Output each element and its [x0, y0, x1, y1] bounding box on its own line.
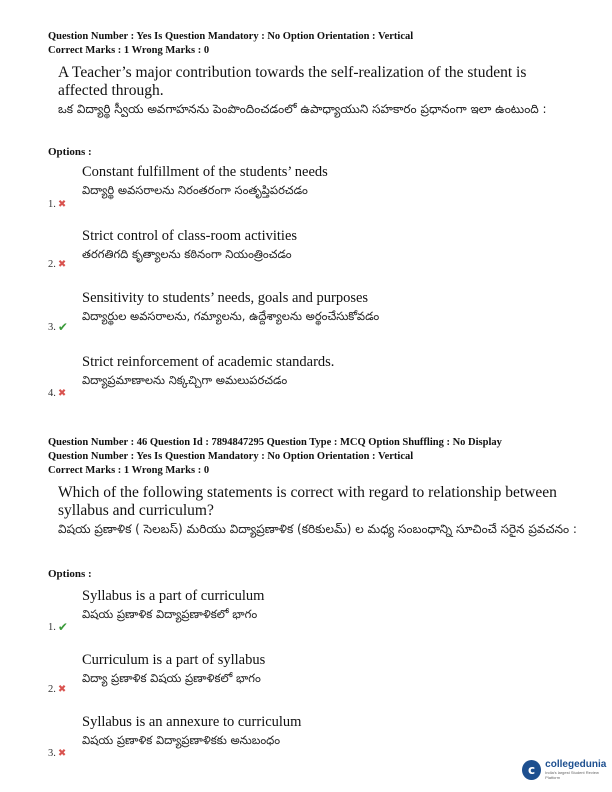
q1-option-3-english: Sensitivity to students’ needs, goals and purposes	[82, 290, 369, 306]
q1-option-4-marker	[48, 388, 66, 399]
cross-icon: ✖	[57, 199, 67, 210]
option-number: 2.	[48, 684, 56, 695]
option-number: 1.	[48, 199, 56, 210]
q1-option-3-telugu: విద్యార్థుల అవసరాలను, గమ్యాలను, ఉద్దేశ్యాలను అర్థంచేసుకోవడం	[82, 309, 380, 323]
q2-option-2-english: Curriculum is a part of syllabus	[82, 652, 266, 668]
option-number: 3.	[48, 321, 56, 333]
check-icon: ✔	[57, 620, 68, 634]
q1-options-label: Options :	[48, 146, 92, 158]
cross-icon: ✖	[57, 748, 67, 759]
q2-option-3-telugu: విషయ ప్రణాళిక విద్యాప్రణాళికకు అనుబంధం	[82, 733, 281, 747]
logo-tagline: India's largest Student Review Platform	[545, 770, 599, 780]
q2-option-1-marker	[48, 620, 68, 634]
q1-option-2-telugu: తరగతిగది కృత్యాలను కఠినంగా నియంత్రించడం	[82, 247, 292, 261]
q2-question-english: Which of the following statements is correct with regard to relationship between syllabus and curriculum?	[58, 484, 557, 519]
q2-option-1-english: Syllabus is a part of curriculum	[82, 588, 265, 604]
q2-option-3-marker	[48, 748, 66, 759]
q1-option-2-marker	[48, 259, 66, 270]
q2-meta-line-2: Correct Marks : 1 Wrong Marks : 0	[48, 465, 210, 476]
q2-option-3-english: Syllabus is an annexure to curriculum	[82, 714, 302, 730]
q1-option-1-marker	[48, 199, 66, 210]
logo-name: collegedunia	[545, 759, 607, 770]
cross-icon: ✖	[57, 388, 67, 399]
q1-meta-line-1: Question Number : Yes Is Question Mandatory : No Option Orientation : Vertical	[48, 31, 414, 42]
q1-meta-line-2: Correct Marks : 1 Wrong Marks : 0	[48, 45, 210, 56]
q1-option-1-english: Constant fulfillment of the students’ needs	[82, 164, 328, 180]
q2-question-telugu: విషయ ప్రణాళిక ( సెలబస్) మరియు విద్యాప్రణాళిక (కరికులమ్) ల మధ్య సంబంధాన్ని సూచించే సరైన ప్రవచనం :	[58, 522, 577, 536]
q2-meta-line-0: Question Number : 46 Question Id : 7894847295 Question Type : MCQ Option Shuffling : No Display	[48, 437, 502, 448]
q1-option-4-english: Strict reinforcement of academic standards.	[82, 354, 335, 370]
option-number: 2.	[48, 259, 56, 270]
check-icon: ✔	[57, 320, 68, 334]
option-number: 4.	[48, 388, 56, 399]
option-number: 1.	[48, 621, 56, 633]
q1-option-2-english: Strict control of class-room activities	[82, 228, 298, 244]
q1-question-telugu: ఒక విద్యార్థి స్వీయ అవగాహనను పెంపొందించడంలో ఉపాధ్యాయుని సహకారం ప్రధానంగా ఇలా ఉంటుంది :	[58, 102, 547, 116]
q1-option-3-marker	[48, 320, 68, 334]
option-number: 3.	[48, 748, 56, 759]
q2-option-2-telugu: విద్యా ప్రణాళిక విషయ ప్రణాళికలో భాగం	[82, 671, 261, 685]
q2-option-1-telugu: విషయ ప్రణాళిక విద్యాప్రణాళికలో భాగం	[82, 607, 258, 621]
cross-icon: ✖	[57, 259, 67, 270]
q2-options-label: Options :	[48, 568, 92, 580]
q2-option-2-marker	[48, 684, 66, 695]
q1-option-4-telugu: విద్యాప్రమాణాలను నిక్కచ్చిగా అమలుపరచడం	[82, 373, 288, 387]
collegedunia-logo	[522, 760, 612, 780]
q2-meta-line-1: Question Number : Yes Is Question Mandatory : No Option Orientation : Vertical	[48, 451, 414, 462]
q1-question-english: A Teacher’s major contribution towards the self-realization of the student is affected through.	[58, 64, 527, 99]
cross-icon: ✖	[57, 684, 67, 695]
q1-option-1-telugu: విద్యార్థి అవసరాలను నిరంతరంగా సంతృప్తిపరచడం	[82, 183, 308, 197]
collegedunia-logo-icon: c	[522, 760, 541, 780]
